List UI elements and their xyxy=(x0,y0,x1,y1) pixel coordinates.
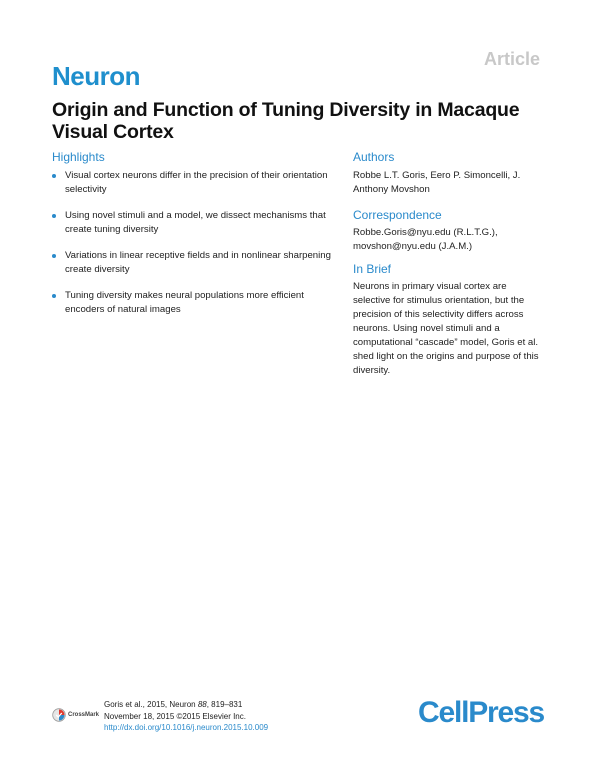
correspondence-email-goris[interactable]: Robbe.Goris@nyu.edu (R.L.T.G.), xyxy=(353,227,498,238)
in-brief-heading: In Brief xyxy=(353,262,392,276)
in-brief-text: Neurons in primary visual cortex are selective for stimulus orientation, but the precision of this selectivity differs across neurons. Using novel stimuli and a computational “cascade” model, Goris et al. shed light on the origins and purpose of this diversity. xyxy=(353,281,539,376)
correspondence-email-movshon[interactable]: movshon@nyu.edu (J.A.M.) xyxy=(353,241,473,252)
citation-volume: 88 xyxy=(197,700,207,709)
crossmark-icon xyxy=(52,708,66,722)
highlight-item xyxy=(52,289,344,316)
doi-link[interactable]: http://dx.doi.org/10.1016/j.neuron.2015.10.009 xyxy=(104,723,269,732)
highlight-item xyxy=(52,209,344,236)
bullet-icon xyxy=(52,254,56,258)
citation-authors-journal: Goris et al., 2015, Neuron xyxy=(104,700,198,709)
bullet-icon xyxy=(52,214,56,218)
citation-date: November 18, 2015 ©2015 Elsevier Inc. xyxy=(104,711,246,721)
article-title: Origin and Function of Tuning Diversity in Macaque Visual Cortex xyxy=(52,99,520,143)
highlight-text: Tuning diversity makes neural populations more efficient encoders of natural images xyxy=(65,290,304,315)
highlights-list xyxy=(52,169,344,329)
cellpress-logo: CellPress xyxy=(418,696,544,729)
highlight-text: Variations in linear receptive fields and in nonlinear sharpening create diversity xyxy=(65,250,331,275)
highlight-text: Using novel stimuli and a model, we dissect mechanisms that create tuning diversity xyxy=(65,210,326,235)
journal-logo: Neuron xyxy=(52,61,140,91)
authors-heading: Authors xyxy=(353,150,395,164)
highlight-text: Visual cortex neurons differ in the precision of their orientation selectivity xyxy=(65,170,328,195)
highlight-item xyxy=(52,249,344,276)
citation-pages: , 819–831 xyxy=(206,700,243,709)
correspondence-heading: Correspondence xyxy=(353,208,442,222)
crossmark-logo[interactable] xyxy=(52,708,99,722)
citation-line-1 xyxy=(104,699,268,711)
crossmark-label: CrossMark xyxy=(68,712,100,718)
article-type-tag: Article xyxy=(483,49,540,69)
bullet-icon xyxy=(52,294,56,298)
authors-list: Robbe L.T. Goris, Eero P. Simoncelli, J. Anthony Movshon xyxy=(353,170,521,195)
citation-block xyxy=(104,699,268,734)
highlight-item xyxy=(52,169,344,196)
bullet-icon xyxy=(52,174,56,178)
highlights-heading: Highlights xyxy=(52,150,105,164)
correspondence-emails xyxy=(353,226,543,254)
